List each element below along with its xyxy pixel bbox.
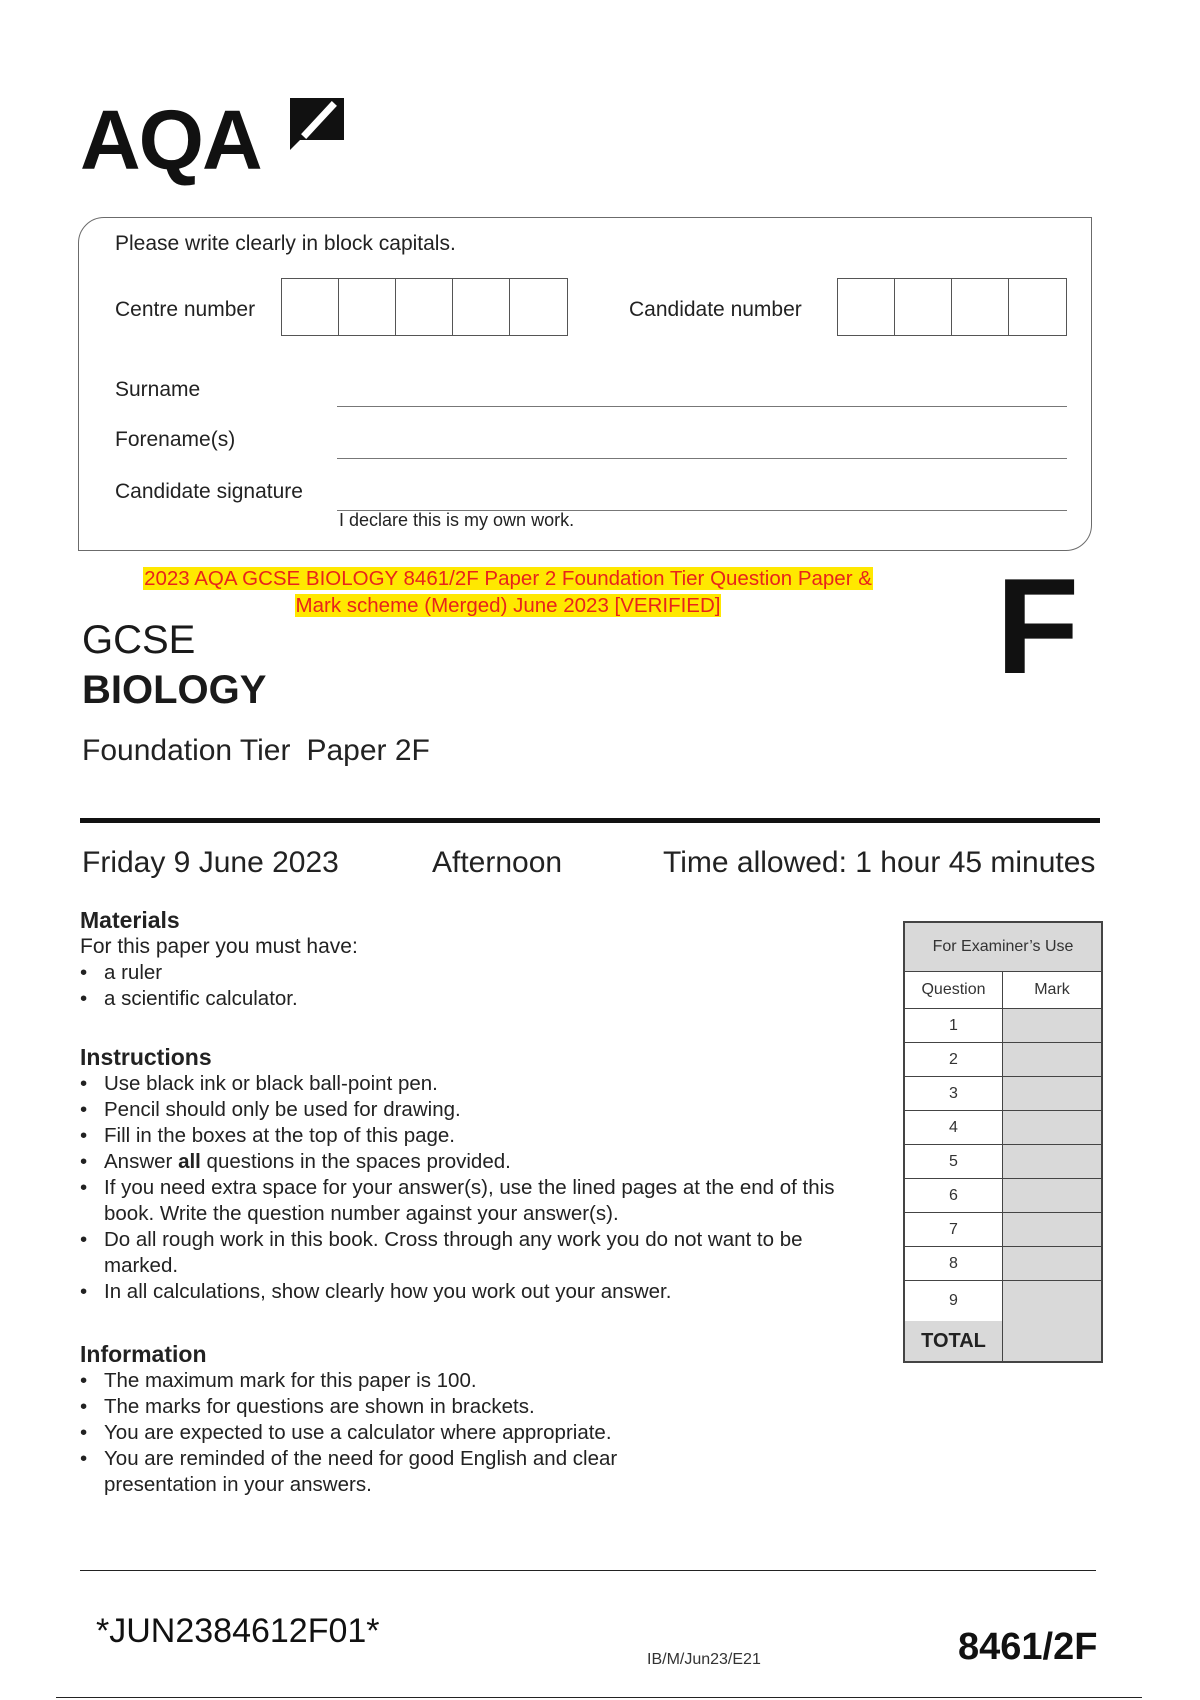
list-item: • a scientific calculator. <box>80 986 880 1012</box>
list-item: • If you need extra space for your answer(s), use the lined pages at the end of this book. Write the question number against your answer(s). <box>80 1175 870 1227</box>
exam-date: Friday 9 June 2023 <box>82 846 339 879</box>
centre-number-label: Centre number <box>115 298 256 321</box>
question-number-cell: 3 <box>905 1077 1003 1110</box>
candidate-digit-box[interactable] <box>895 279 952 335</box>
question-number-cell: 1 <box>905 1009 1003 1042</box>
table-row <box>905 1009 1101 1043</box>
table-row <box>905 1111 1101 1145</box>
information-section <box>80 1340 680 1498</box>
candidate-number-field[interactable] <box>837 278 1067 336</box>
question-number-cell: 6 <box>905 1179 1003 1212</box>
table-row <box>905 1213 1101 1247</box>
candidate-details-box <box>78 217 1092 551</box>
answer-all-pre: Answer <box>104 1150 179 1173</box>
block-capitals-instruction: Please write clearly in block capitals. <box>115 232 456 255</box>
total-mark-cell <box>1003 1321 1101 1361</box>
list-item: • Use black ink or black ball-point pen. <box>80 1071 870 1097</box>
list-item: • Do all rough work in this book. Cross through any work you do not want to be marked. <box>80 1227 870 1279</box>
list-item: • In all calculations, show clearly how you work out your answer. <box>80 1279 870 1305</box>
logo-text: AQA <box>80 93 261 187</box>
information-heading: Information <box>80 1341 207 1367</box>
centre-digit-box[interactable] <box>453 279 510 335</box>
mark-column-header: Mark <box>1003 972 1101 1008</box>
paper-name: Paper 2F <box>306 734 430 767</box>
table-row <box>905 1281 1101 1321</box>
paper-code: 8461/2F <box>958 1626 1098 1668</box>
list-item: • Fill in the boxes at the top of this page. <box>80 1123 870 1149</box>
barcode-text: *JUN2384612F01* <box>96 1612 380 1650</box>
instructions-section <box>80 1043 870 1305</box>
answer-all-post: questions in the spaces provided. <box>200 1150 511 1173</box>
list-item <box>80 1149 870 1175</box>
information-list <box>80 1368 680 1498</box>
table-row <box>905 1077 1101 1111</box>
candidate-number-label: Candidate number <box>629 298 802 321</box>
mark-cell <box>1003 1009 1101 1042</box>
instructions-list <box>80 1071 870 1305</box>
list-item: • The maximum mark for this paper is 100. <box>80 1368 680 1394</box>
mark-cell <box>1003 1043 1101 1076</box>
tier-letter: F <box>996 550 1080 702</box>
question-number-cell: 7 <box>905 1213 1003 1246</box>
forenames-label: Forename(s) <box>115 428 236 451</box>
centre-digit-box[interactable] <box>510 279 567 335</box>
mark-cell <box>1003 1111 1101 1144</box>
table-row <box>905 1179 1101 1213</box>
materials-heading: Materials <box>80 907 180 933</box>
materials-list <box>80 960 880 1012</box>
list-item: • The marks for questions are shown in brackets. <box>80 1394 680 1420</box>
surname-line[interactable] <box>337 406 1067 407</box>
mark-cell <box>1003 1247 1101 1280</box>
materials-section <box>80 906 880 1012</box>
question-number-cell: 2 <box>905 1043 1003 1076</box>
divider-thin <box>80 1570 1096 1571</box>
centre-number-field[interactable] <box>281 278 568 336</box>
question-number-cell: 4 <box>905 1111 1003 1144</box>
centre-digit-box[interactable] <box>282 279 339 335</box>
divider-thick <box>80 818 1100 823</box>
time-allowed: Time allowed: 1 hour 45 minutes <box>663 846 1096 879</box>
question-column-header: Question <box>905 972 1003 1008</box>
page-bottom-rule <box>56 1697 1142 1698</box>
mark-cell <box>1003 1145 1101 1178</box>
tier-name: Foundation Tier <box>82 734 291 767</box>
mark-cell <box>1003 1077 1101 1110</box>
surname-label: Surname <box>115 378 201 401</box>
qualification-title: GCSE <box>82 618 196 662</box>
exam-session: Afternoon <box>432 846 563 879</box>
centre-digit-box[interactable] <box>396 279 453 335</box>
centre-digit-box[interactable] <box>339 279 396 335</box>
question-number-cell: 5 <box>905 1145 1003 1178</box>
banner-line-1: 2023 AQA GCSE BIOLOGY 8461/2F Paper 2 Foundation Tier Question Paper & <box>144 567 872 590</box>
question-number-cell: 8 <box>905 1247 1003 1280</box>
examiner-table-title: For Examiner’s Use <box>905 923 1101 972</box>
list-item: • Pencil should only be used for drawing. <box>80 1097 870 1123</box>
examiner-table-header <box>905 972 1101 1009</box>
table-row <box>905 1043 1101 1077</box>
reference-code: IB/M/Jun23/E21 <box>647 1651 761 1668</box>
declaration-text: I declare this is my own work. <box>339 510 575 530</box>
watermark-banner <box>90 565 926 619</box>
aqa-logo <box>80 92 348 188</box>
materials-intro: For this paper you must have: <box>80 935 358 958</box>
forenames-line[interactable] <box>337 458 1067 459</box>
candidate-digit-box[interactable] <box>1009 279 1066 335</box>
list-item: • You are reminded of the need for good English and clear presentation in your answers. <box>80 1446 680 1498</box>
examiner-use-table <box>903 921 1103 1363</box>
subject-title: BIOLOGY <box>82 668 267 712</box>
table-row <box>905 1247 1101 1281</box>
answer-all-bold: all <box>178 1150 201 1173</box>
instructions-heading: Instructions <box>80 1044 212 1070</box>
tier-line <box>82 734 430 768</box>
candidate-digit-box[interactable] <box>952 279 1009 335</box>
banner-line-2: Mark scheme (Merged) June 2023 [VERIFIED] <box>295 594 721 617</box>
question-number-cell: 9 <box>905 1281 1003 1321</box>
candidate-digit-box[interactable] <box>838 279 895 335</box>
list-item: • a ruler <box>80 960 880 986</box>
mark-cell <box>1003 1213 1101 1246</box>
list-item: • You are expected to use a calculator where appropriate. <box>80 1420 680 1446</box>
total-label: TOTAL <box>905 1321 1003 1361</box>
table-row <box>905 1145 1101 1179</box>
signature-label: Candidate signature <box>115 480 303 503</box>
aqa-logo-mark-icon <box>286 92 348 154</box>
mark-cell <box>1003 1281 1101 1321</box>
mark-cell <box>1003 1179 1101 1212</box>
total-row <box>905 1321 1101 1361</box>
